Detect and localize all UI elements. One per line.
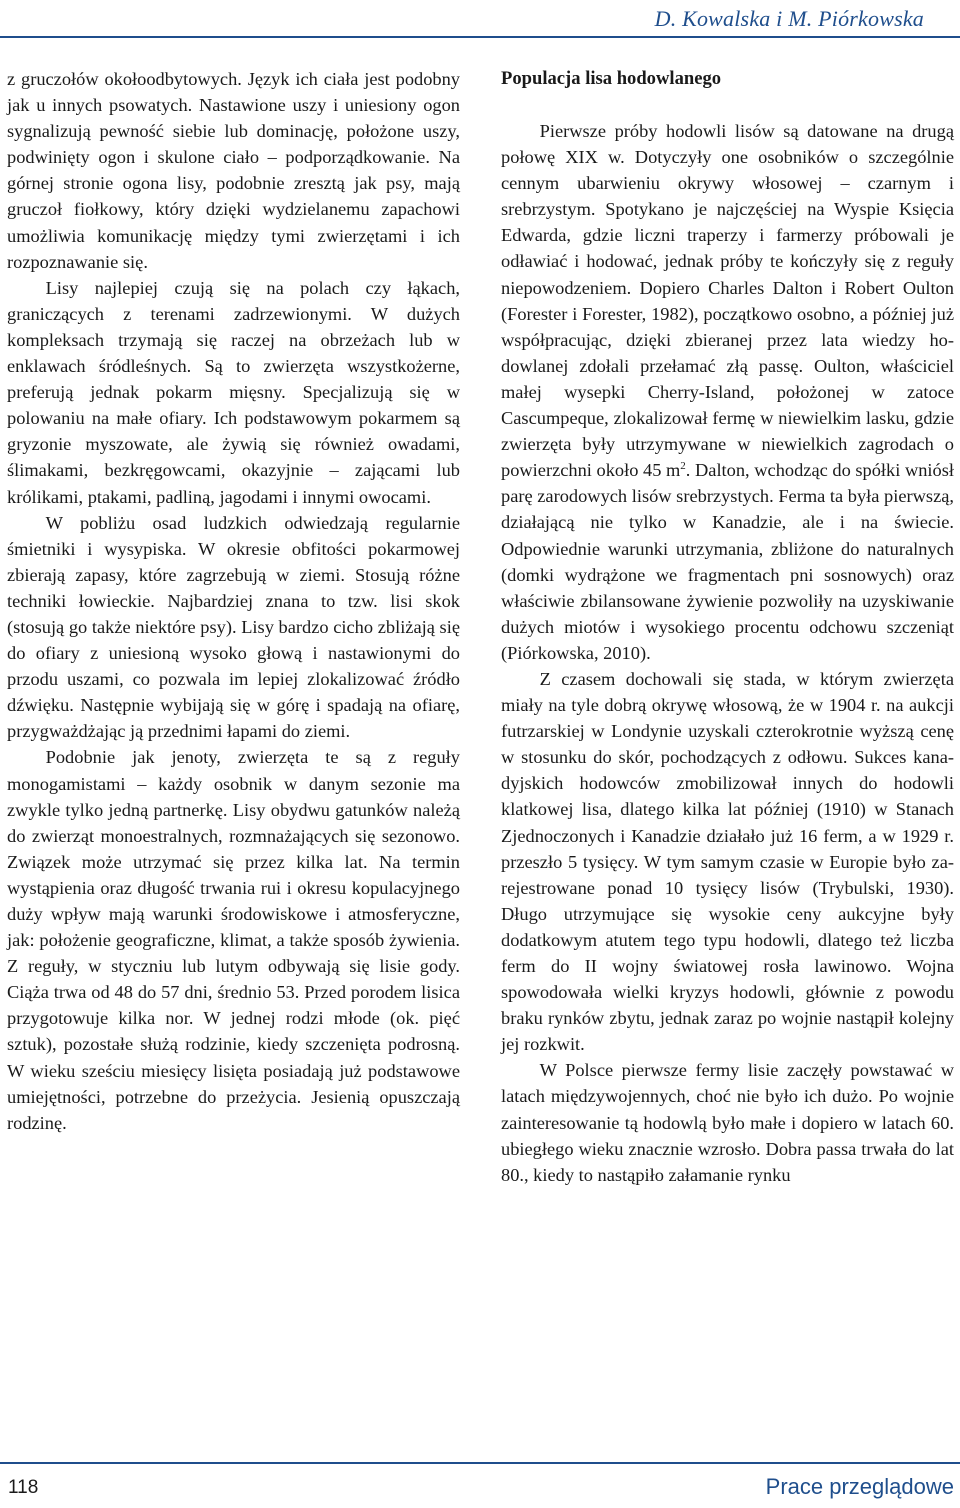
right-column <box>501 66 954 1188</box>
body-paragraph: Podobnie jak jenoty, zwierzęta te są z reguły monogamistami – każdy osobnik w danym sezonie ma zwykle tylko jedną partnerkę. Lisy obydwu gatunków należą do zwierząt monoestralnych, rozmnażających się sezonowo. Związek może utrzymać się przez kilka lat. Na termin wystąpienia oraz długość trwania rui i okresu kopulacyjnego duży wpływ mają warunki środowiskowe i atmosferyczne, jak: położenie geograficzne, klimat, a także sposób żywienia. Z reguły, w styczniu lub lutym odbywają się lisie gody. Ciąża trwa od 48 do 57 dni, średnio 53. Przed porodem lisica przygotowuje kilka nor. W jednej rodzi młode (ok. pięć sztuk), pozostałe służą rodzinie, kiedy szczenięta podrosną. W wieku sześciu miesięcy lisięta posiadają już podstawowe umiejętności, potrzebne do przeżycia. Jesienią opuszczają rodzinę. <box>7 747 460 1133</box>
superscript: 2 <box>680 460 686 473</box>
body-paragraph: W Polsce pierwsze fermy lisie zaczęły powstawać w latach międzywojennych, choć nie było ich dużo. Po wojnie zainteresowanie tą hodowlą było małe i dopiero w latach 60. ubiegłego wieku znacznie wzrosło. Dobra passa trwała do lat 80., kiedy to nastąpiło załamanie rynku <box>501 1060 954 1185</box>
footer-rule <box>0 1462 960 1464</box>
page-number: 118 <box>8 1477 39 1498</box>
running-header-authors: D. Kowalska i M. Piórkowska <box>654 6 924 31</box>
body-paragraph <box>501 118 954 666</box>
body-paragraph: z gruczołów okołoodbytowych. Język ich ciała jest podobny jak u innych psowatych. Nastawione uszy i uniesiony ogon sygnalizują pewność siebie lub dominację, położone uszy, podwinięty ogon i skulone ciało – podporządkowanie. Na górnej stronie ogona lisy, podobnie zresztą jak psy, mają gruczoł fiołkowy, który dzięki wydzielanemu zapachowi umożliwia komunikację między tymi zwierzętami i ich rozpoznawanie się. <box>7 69 460 272</box>
body-paragraph: Lisy najlepiej czują się na polach czy łąkach, graniczących z terenami zadrzewionymi. W dużych kompleksach trzymają się raczej na obrzeżach lub w enklawach śródleśnych. Są to zwierzęta wszystkożerne, preferują jednak pokarm mięsny. Specjalizują się w polowaniu na małe ofiary. Ich podstawowym pokarmem są gryzonie myszowate, ale żywią się również owadami, ślimakami, bezkręgowcami, okazyjnie – zającami lub królikami, ptakami, padliną, jagodami i innymi owocami. <box>7 277 460 507</box>
journal-section-label: Prace przeglądowe <box>765 1474 954 1499</box>
paragraph-text: . Dalton, wchodząc do spółki wniósł parę zarodowych lisów srebrzystych. Ferma ta była pierwszą, działającą nie tylko w Kanadzie, ale i na świecie. Odpowiednie warunki utrzymania, zbliżone do naturalnych (domki wydrążone we fragmentach pni sosnowych) oraz właściwie zbilansowane żywienie pozwoliły na uzyskiwanie dużych miotów i wysokiego procentu odchowu szczeniąt (Piórkowska, 2010). <box>501 460 954 663</box>
section-heading: Populacja lisa hodowlanego <box>501 68 722 89</box>
left-column <box>7 66 460 1136</box>
paragraph-text: Pierwsze próby hodowli lisów są datowane na drugą połowę XIX w. Dotyczyły one osobników o szczególnie cennym ubarwieniu okrywy włosowej – czarnym i srebrzystym. Spotykano je najczęściej na Wyspie Księcia Edwarda, gdzie liczni traperzy i farmerzy próbowali je odławiać i hodować, jednak próby te kończyły się z reguły niepowodzeniem. Dopiero Charles Dalton i Robert Oulton (Forester i Forester, 1982), początkowo osobno, a później już współpracując, dzięki zbieranej przez lata wiedzy hodowlanej zdołali przełamać złą passę. Oulton, właściciel małej wysepki Cherry-Island, położonej w zatoce Cascumpeque, zlokalizował fermę w niewielkim lasku, gdzie zwierzęta były utrzymywane w niewielkich zagrodach o powierzchni około 45 m <box>501 121 954 481</box>
body-paragraph: W pobliżu osad ludzkich odwiedzają regularnie śmietniki i wysypiska. W okresie obfitości pokarmowej zbierają zapasy, które zagrzebują w ziemi. Stosują różne techniki łowieckie. Najbardziej znana to tzw. lisi skok (stosują go także niektóre psy). Lisy bardzo cicho zbliżają się do ofiary z uniesioną wysoko głową i nastawionymi do przodu uszami, co pozwala im lepiej zlokalizować źródło dźwięku. Następnie wybijają się w górę i spadają na ofiarę, przygważdżając ją przednimi łapami do ziemi. <box>7 512 460 742</box>
header-rule <box>0 36 960 38</box>
body-paragraph: Z czasem dochowali się stada, w którym zwierzęta miały na tyle dobrą okrywę włosową, że w 1904 r. na aukcji futrzarskiej w Londynie uzyskali czterokrotnie wyższą cenę w stosunku do skór, pochodzących z odłowu. Sukces kanadyjskich hodowców zmobilizował innych do hodowli klatkowej lisa, dlatego kilka lat później (1910) w Stanach Zjednoczonych i Kanadzie działało już 16 ferm, a w 1929 r. przeszło 5 tysięcy. W tym samym czasie w Europie było zarejestrowane ponad 10 tysięcy lisów (Trybulski, 1930). Długo utrzymujące się wysokie ceny aukcyjne były dodatkowym atutem tego typu hodowli, dlatego też liczba ferm do II wojny światowej rosła lawinowo. Wojna spowodowała wielki kryzys hodowli, głównie z powodu braku rynków zbytu, jednak zaraz po wojnie nastąpił kolejny jej rozkwit. <box>501 668 954 1055</box>
